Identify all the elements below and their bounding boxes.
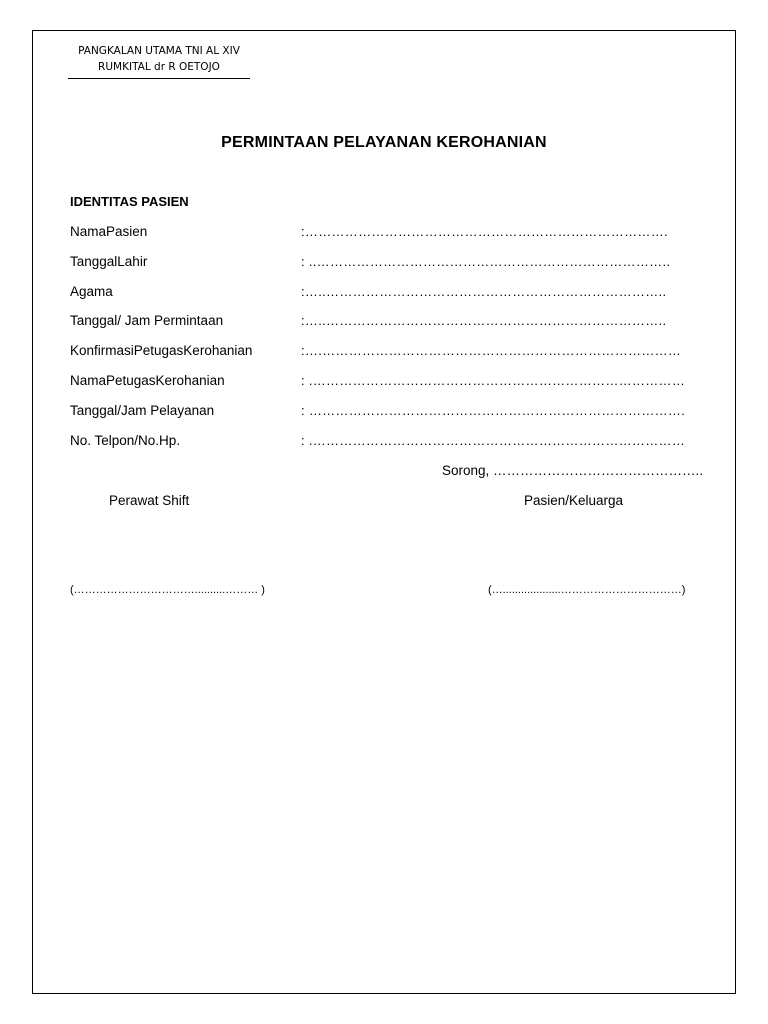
field-label-request-datetime: Tanggal/ Jam Permintaan	[70, 313, 224, 328]
field-value-clergy-name[interactable]: : .…………………………………………………………………………	[301, 373, 686, 388]
field-label-clergy-name: NamaPetugasKerohanian	[70, 373, 225, 388]
signature-line-patient-family[interactable]: (…...................……………………………)	[488, 584, 686, 596]
field-label-service-datetime: Tanggal/Jam Pelayanan	[70, 403, 215, 418]
signature-title-patient-family: Pasien/Keluarga	[524, 493, 624, 508]
field-value-clergy-confirmation[interactable]: :….………………………………………………………………………	[301, 343, 682, 358]
header-underline	[68, 78, 250, 79]
field-value-service-datetime[interactable]: : ………………………………………………………………………….	[301, 403, 686, 418]
field-value-request-datetime[interactable]: :…..…………………………………………………………………..	[301, 313, 667, 328]
page-border	[32, 30, 736, 994]
section-heading-patient-identity: IDENTITAS PASIEN	[70, 194, 189, 209]
field-label-patient-name: NamaPasien	[70, 224, 148, 239]
signature-line-shift-nurse[interactable]: (……………………………..........……… )	[70, 584, 265, 596]
field-label-clergy-confirmation: KonfirmasiPetugasKerohanian	[70, 343, 253, 358]
institution-line-2: RUMKITAL dr R OETOJO	[98, 61, 220, 73]
field-label-phone: No. Telpon/No.Hp.	[70, 433, 181, 448]
institution-header	[68, 43, 250, 75]
field-value-religion[interactable]: :…..…………………………………………………………………..	[301, 284, 667, 299]
signature-title-shift-nurse: Perawat Shift	[109, 493, 190, 508]
document-title: PERMINTAAN PELAYANAN KEROHANIAN	[221, 134, 547, 151]
field-label-birth-date: TanggalLahir	[70, 254, 148, 269]
place-date-line[interactable]: Sorong, ………………………………………..	[442, 463, 704, 478]
field-value-patient-name[interactable]: :……………………………………………………………………….	[301, 224, 668, 239]
field-value-birth-date[interactable]: : ..……………………………………………………………………..	[301, 254, 671, 269]
institution-line-1: PANGKALAN UTAMA TNI AL XIV	[78, 45, 240, 57]
field-label-religion: Agama	[70, 284, 113, 299]
field-value-phone[interactable]: : .…………………………………………………………………………	[301, 433, 686, 448]
